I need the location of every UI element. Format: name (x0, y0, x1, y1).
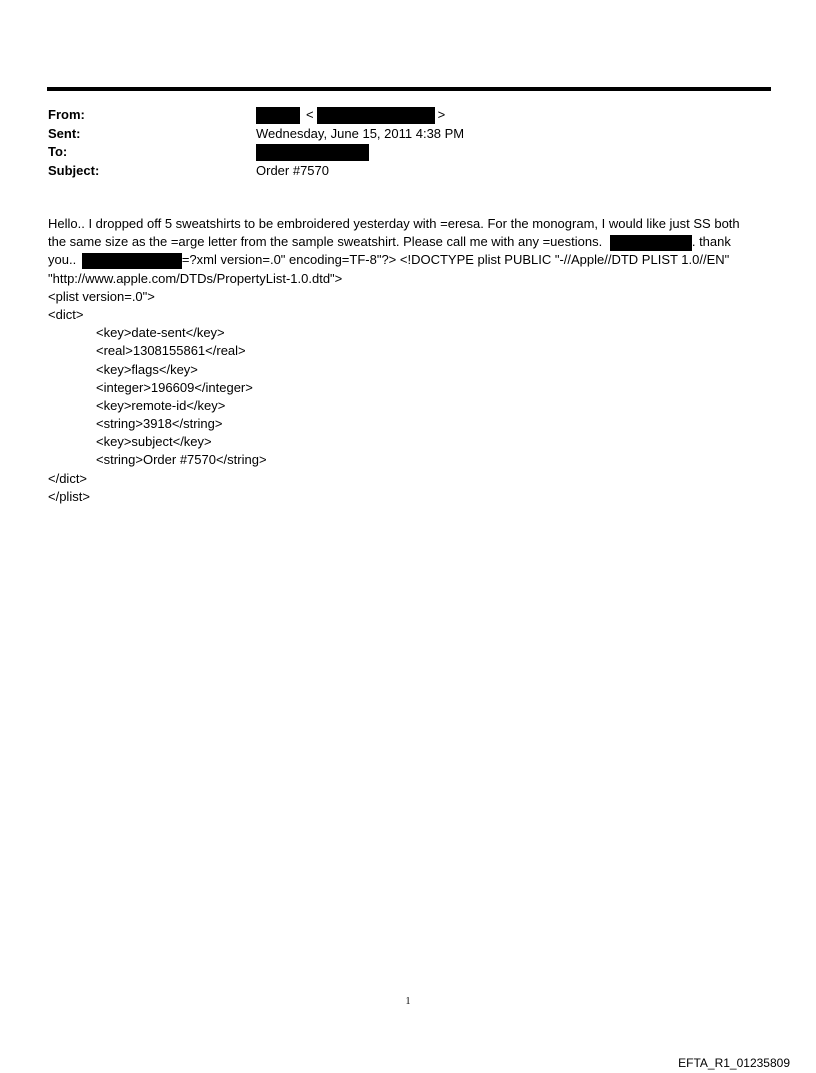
body-line: <string>Order #7570</string> (96, 452, 267, 468)
body-line: <plist version=.0"> (48, 288, 155, 304)
body-line (48, 233, 773, 251)
body-line: </plist> (48, 488, 90, 504)
from-open-bracket: < (306, 107, 314, 122)
redaction-box (82, 253, 182, 269)
body-line: <string>3918</string> (96, 416, 223, 432)
body-line: <key>flags</key> (96, 361, 198, 377)
to-row (48, 143, 768, 162)
redaction-box (610, 235, 692, 251)
body-text-segment: the same size as the =arge letter from the sample sweatshirt. Please call me with any =uestions. (48, 234, 603, 250)
body-text-segment: you.. (48, 252, 77, 268)
from-close-bracket: > (437, 107, 446, 122)
body-line: <key>date-sent</key> (96, 325, 225, 341)
sent-label: Sent: (48, 125, 81, 141)
body-line: "http://www.apple.com/DTDs/PropertyList-1.0.dtd"> (48, 270, 343, 286)
body-line (48, 251, 773, 269)
body-text-segment: . thank (691, 234, 731, 250)
from-row (48, 106, 768, 125)
body-line: <dict> (48, 306, 84, 322)
body-line: <key>subject</key> (96, 434, 212, 450)
email-body (48, 215, 773, 506)
redaction-box (256, 144, 369, 161)
email-header (48, 106, 768, 180)
subject-row (48, 162, 768, 181)
document-id: EFTA_R1_01235809 (678, 1056, 790, 1070)
body-line: <key>remote-id</key> (96, 397, 226, 413)
subject-label: Subject: (48, 162, 100, 178)
from-label: From: (48, 107, 85, 122)
subject-value: Order #7570 (256, 162, 329, 178)
from-value (256, 106, 445, 125)
body-line: </dict> (48, 470, 88, 486)
body-text-segment: =?xml version=.0" encoding=TF-8"?> <!DOCTYPE plist PUBLIC "-//Apple//DTD PLIST 1.0//EN" (181, 252, 730, 268)
to-label: To: (48, 144, 68, 159)
sent-row (48, 125, 768, 144)
body-line: <integer>196609</integer> (96, 379, 253, 395)
redaction-box (256, 107, 300, 124)
redaction-box (317, 107, 435, 124)
page-number: 1 (405, 996, 411, 1007)
header-rule (47, 87, 771, 91)
to-value (256, 144, 369, 161)
body-line: <real>1308155861</real> (96, 343, 246, 359)
sent-value: Wednesday, June 15, 2011 4:38 PM (256, 125, 465, 141)
body-line: Hello.. I dropped off 5 sweatshirts to be embroidered yesterday with =eresa. For the monogram, I would like just SS both (48, 216, 740, 231)
